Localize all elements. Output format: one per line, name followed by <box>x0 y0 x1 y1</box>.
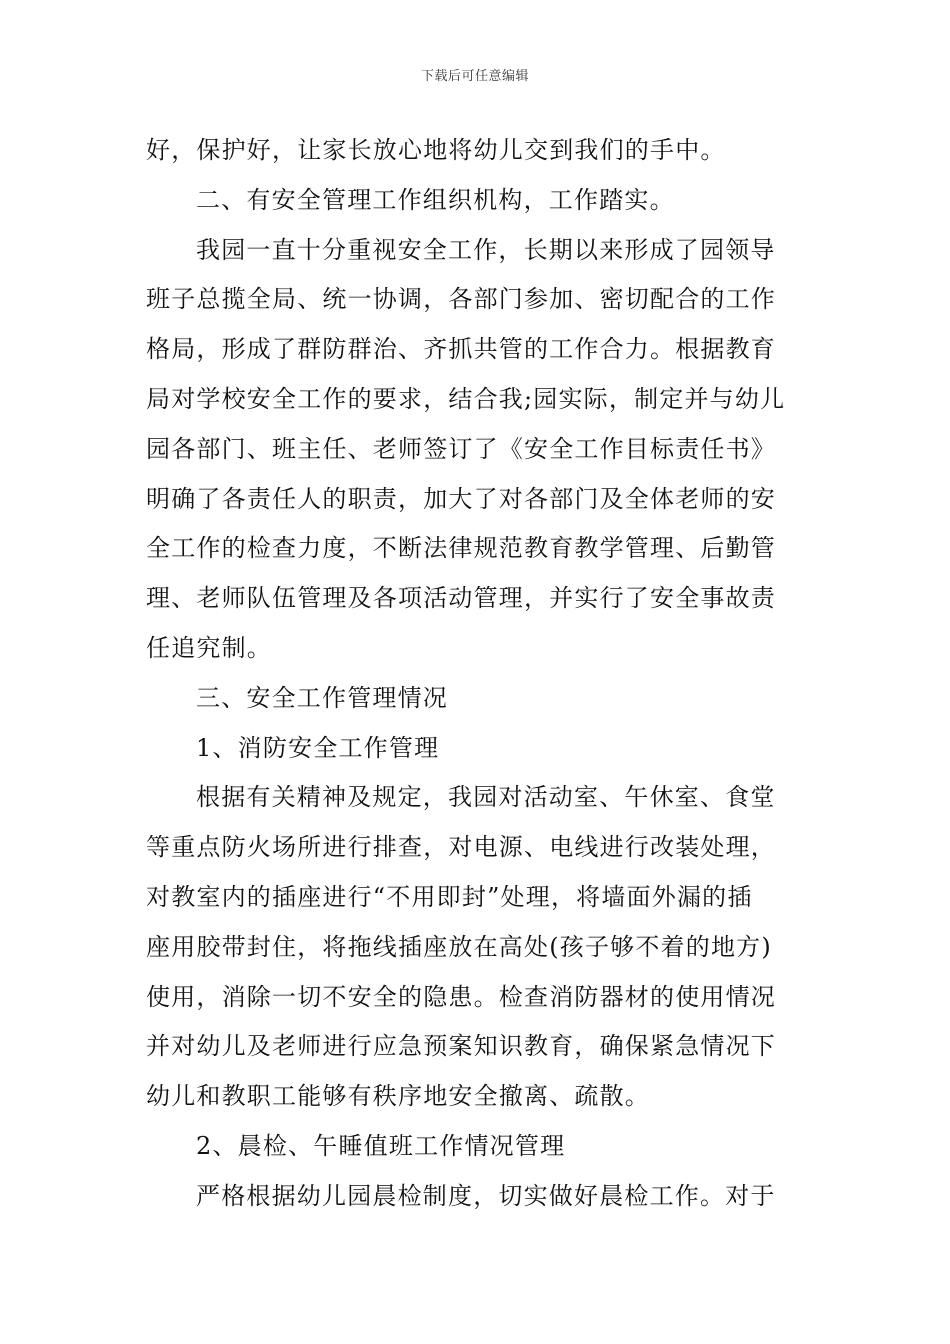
section-heading: 二、有安全管理工作组织机构，工作踏实。 <box>196 185 675 214</box>
text-line: 理、老师队伍管理及各项活动管理，并实行了安全事故责 <box>146 584 776 613</box>
document-body <box>146 126 810 1222</box>
text-line: 座用胶带封住，将拖线插座放在高处(孩子够不着的地方) <box>146 932 772 961</box>
subsection-heading: 1、消防安全工作管理 <box>196 733 440 762</box>
text-line: 任追究制。 <box>146 633 272 662</box>
text-line: 幼儿和教职工能够有秩序地安全撤离、疏散。 <box>146 1082 650 1111</box>
text-line: 格局，形成了群防群治、齐抓共管的工作合力。根据教育 <box>146 335 776 364</box>
text-line: 对教室内的插座进行“不用即封”处理，将墙面外漏的插 <box>146 882 753 911</box>
text-line: 明确了各责任人的职责，加大了对各部门及全体老师的安 <box>146 484 776 513</box>
text-line: 根据有关精神及规定，我园对活动室、午休室、食堂 <box>196 783 776 812</box>
text-line: 全工作的检查力度，不断法律规范教育教学管理、后勤管 <box>146 534 776 563</box>
section-heading: 三、安全工作管理情况 <box>196 683 448 712</box>
text-line: 使用，消除一切不安全的隐患。检查消防器材的使用情况 <box>146 982 776 1011</box>
text-line: 局对学校安全工作的要求，结合我;园实际，制定并与幼儿 <box>146 384 786 413</box>
subsection-heading: 2、晨检、午睡值班工作情况管理 <box>196 1131 566 1160</box>
page-header: 下载后可任意编辑 <box>420 69 529 84</box>
text-line: 我园一直十分重视安全工作，长期以来形成了园领导 <box>196 235 776 264</box>
text-line: 好，保护好，让家长放心地将幼儿交到我们的手中。 <box>146 136 726 164</box>
text-line: 园各部门、班主任、老师签订了《安全工作目标责任书》 <box>146 434 776 463</box>
text-line: 严格根据幼儿园晨检制度，切实做好晨检工作。对于 <box>196 1181 776 1210</box>
text-line: 班子总揽全局、统一协调，各部门参加、密切配合的工作 <box>146 285 776 314</box>
text-line: 并对幼儿及老师进行应急预案知识教育，确保紧急情况下 <box>146 1032 776 1061</box>
text-line: 等重点防火场所进行排查，对电源、电线进行改装处理， <box>146 833 776 862</box>
